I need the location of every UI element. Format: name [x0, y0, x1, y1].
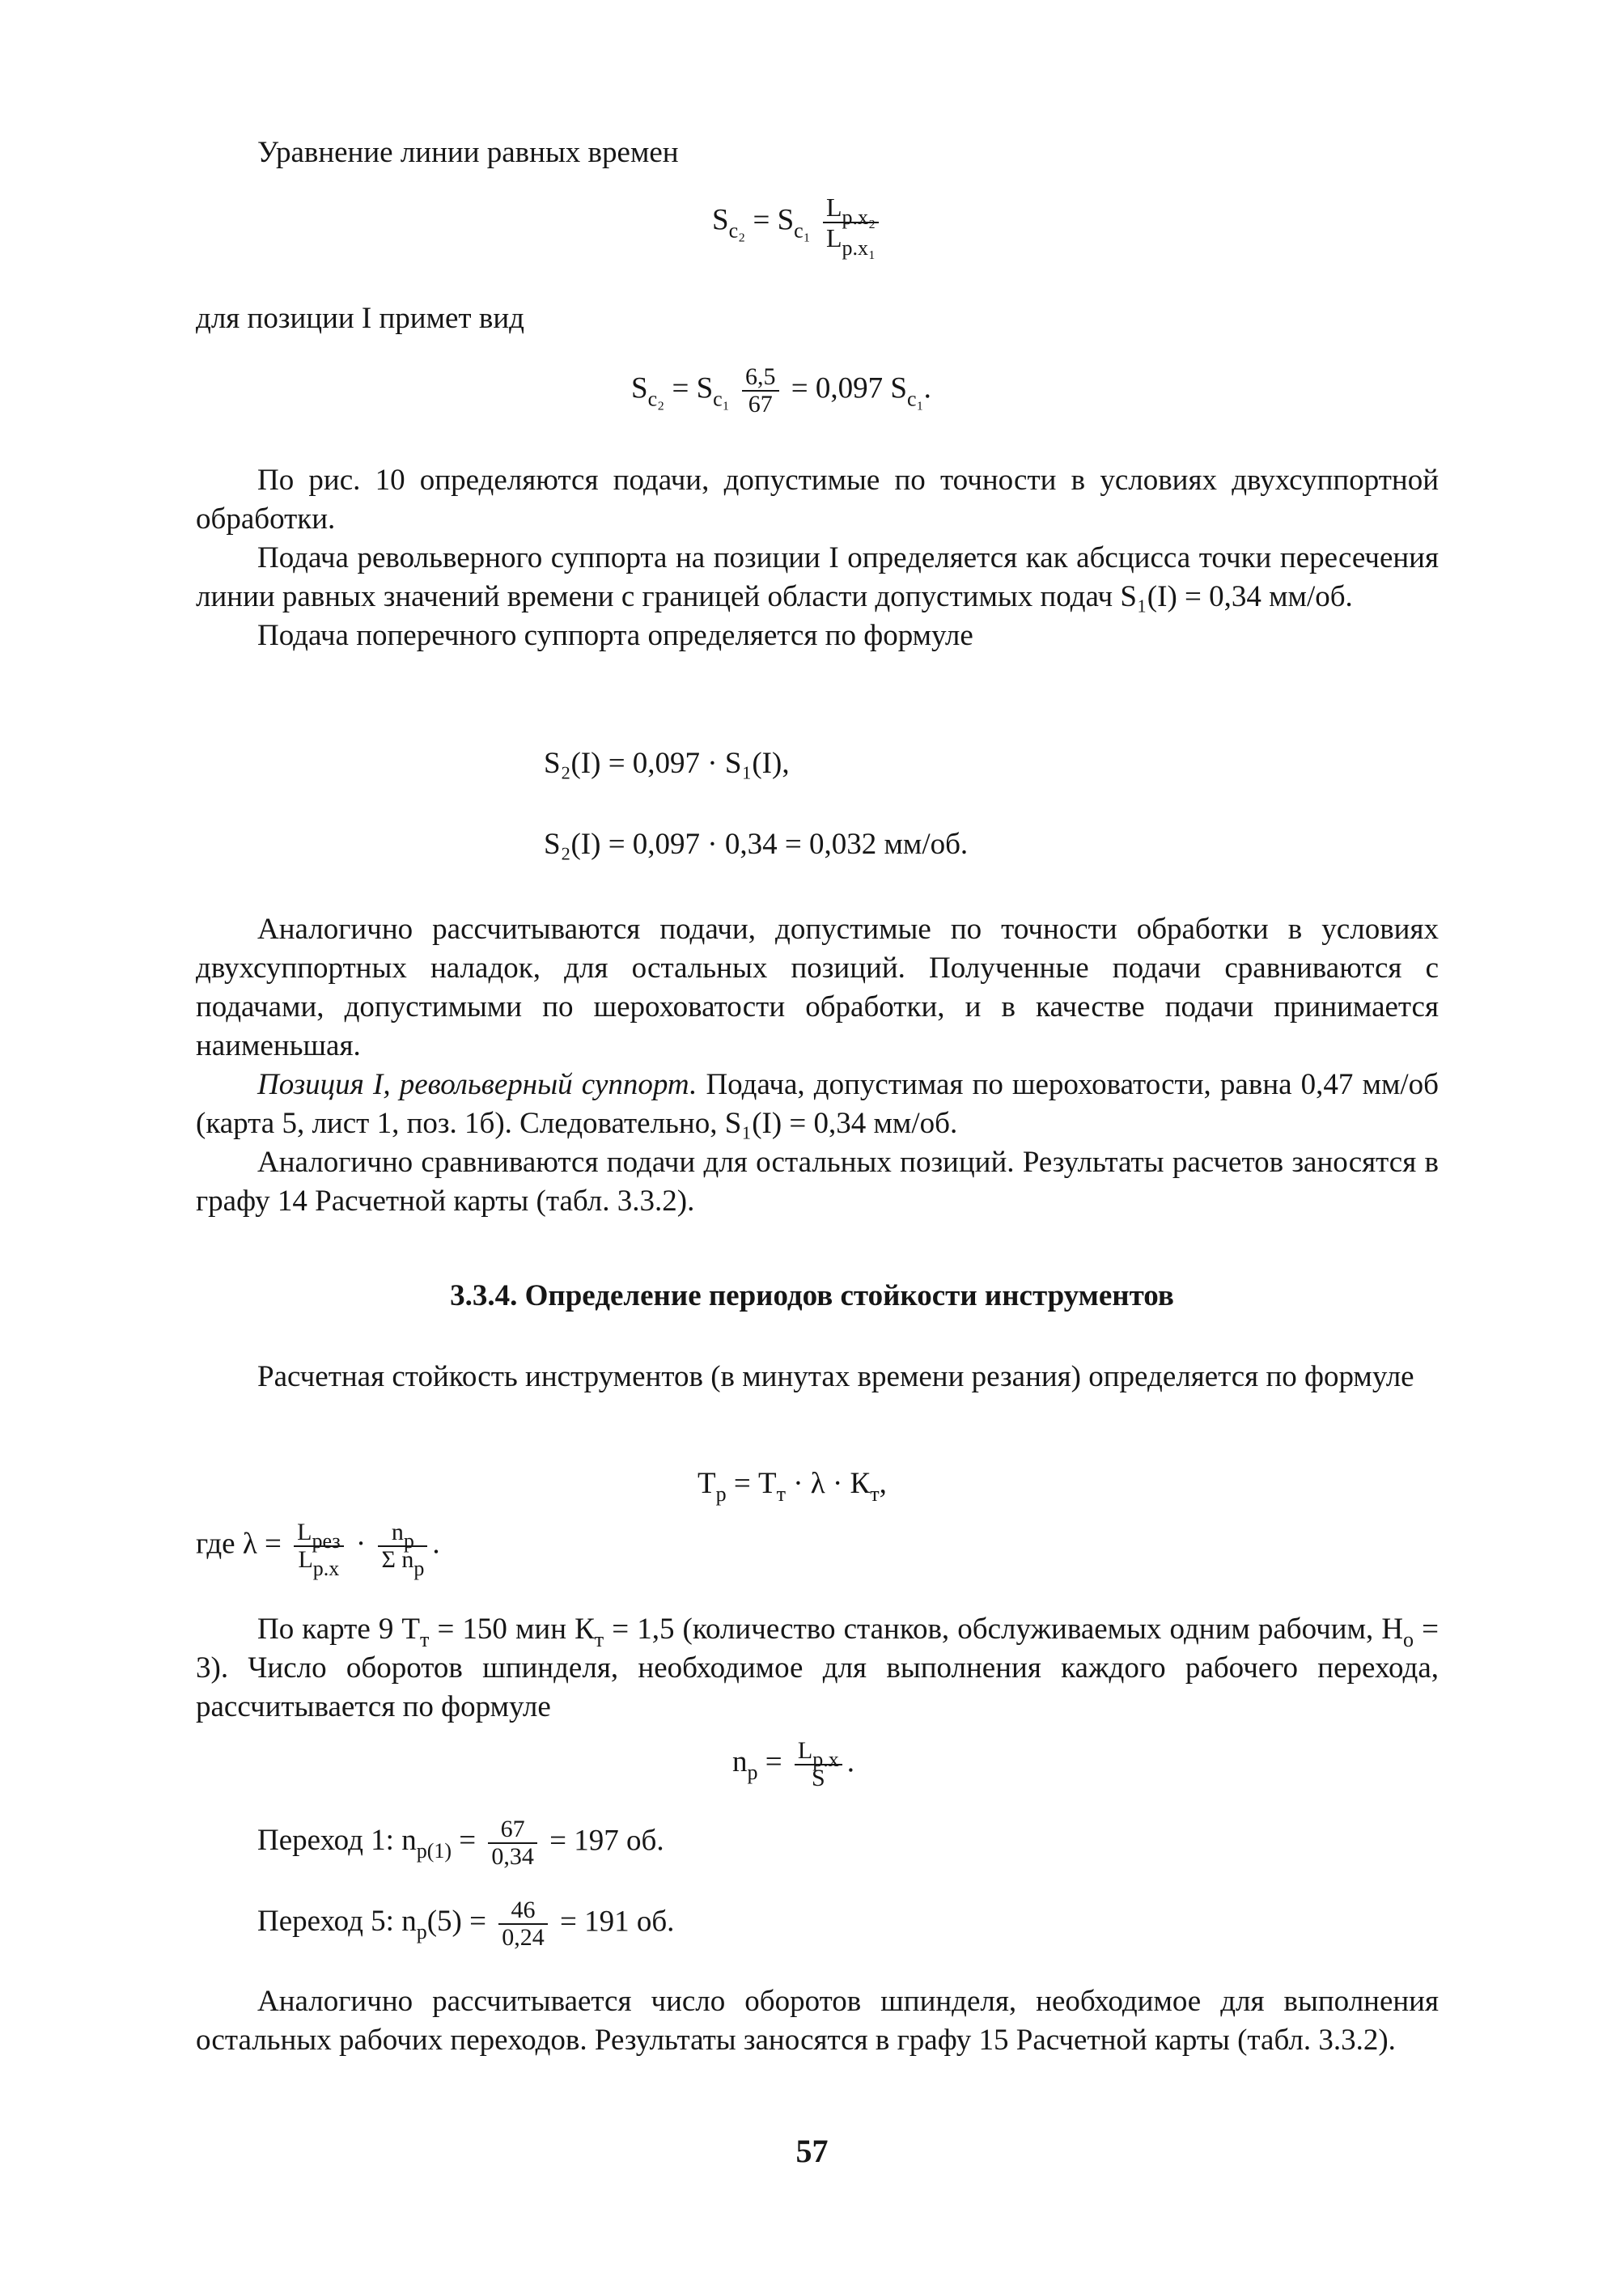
paragraph-group-1 — [196, 461, 1439, 655]
paragraph-group-4 — [196, 1610, 1439, 1727]
equation-s2-formula: S₂(I) = 0,097 · S₁(I), — [544, 747, 790, 780]
for-position-line: для позиции I примет вид — [196, 302, 524, 335]
fraction-np-sum: $\frac{n_р}{\Sigma n_р}$ — [378, 1519, 427, 1573]
equation-equal-times: $S_{c_2} = S_{c_1}$ $\frac{L_{р.x_2}}{L_{р.x_1}}$ — [712, 193, 884, 252]
paragraph-card-nine: По карте 9 $Т_т = 150$ мин $К_т = 1,5$ (количество станков, обслуживаемых одним рабочим, $Н_о = 3$). Число оборотов шпинделя, необходимое для выполнения каждого рабочего перехода, рассчитывается по формуле — [196, 1613, 1439, 1723]
fraction-lpx-s: $\frac{L_{р.x}}{S}$ — [795, 1738, 842, 1791]
paragraph-turret-feed: Подача револьверного суппорта на позиции I определяется как абсцисса точки пересечения линии равных значений времени с границей области допустимых подач S₁(I) = 0,34 мм/об. — [196, 541, 1439, 613]
intro-line: Уравнение линии равных времен — [257, 136, 679, 169]
paragraph-analogous-rev: Аналогично рассчитывается число оборотов шпинделя, необходимое для выполнения остальных рабочих переходов. Результаты заносятся в графу 15 Расчетной карты (табл. 3.3.2). — [196, 1985, 1439, 2057]
paragraph-compare-feeds: Аналогично сравниваются подачи для остальных позиций. Результаты расчетов заносятся в графу 14 Расчетной карты (табл. 3.3.2). — [196, 1146, 1439, 1218]
paragraph-group-5 — [196, 1982, 1439, 2060]
paragraph-position-one: Позиция I, револьверный суппорт. Подача, допустимая по шероховатости, равна 0,47 мм/об (карта 5, лист 1, поз. 1б). Следовательно, S₁(I) = 0,34 мм/об. — [196, 1068, 1439, 1140]
paragraph-analogous-feeds: Аналогично рассчитываются подачи, допустимые по точности обработки в условиях двухсуппортных наладок, для остальных позиций. Полученные подачи сравниваются с подачами, допустимыми по шероховатости обработки, и в качестве подачи принимается наименьшая. — [196, 913, 1439, 1062]
fraction-6-5-67: $\frac{6,5}{67}$ — [742, 364, 779, 417]
page-number: 57 — [795, 2133, 829, 2169]
equation-lambda: где λ = $\frac{L_{рез}}{L_{р.x}}$ · $\frac{n_р}{\Sigma n_р}$ . — [196, 1519, 440, 1580]
for-position-text — [196, 299, 1439, 338]
equation-s2-value: S₂(I) = 0,097 · 0,34 = 0,032 мм/об. — [544, 828, 969, 861]
intro-text — [196, 134, 1439, 172]
paragraph-group-3 — [196, 1358, 1439, 1397]
equation-position-one: $S_{c_2} = S_{c_1}$ $\frac{6,5}{67}$ = 0,097 $S_{c_1}$. — [631, 363, 931, 417]
transition-one: Переход 1: $n_{р(1)}$ = $\frac{67}{0,34}$ = 197 об. — [257, 1816, 664, 1870]
section-heading: 3.3.4. Определение периодов стойкости инструментов — [450, 1279, 1174, 1312]
tool-life-formula: $Т_р = Т_т \cdot \lambda \cdot К_т$, — [698, 1467, 887, 1506]
paragraph-feeds-fig10: По рис. 10 определяются подачи, допустимые по точности в условиях двухсуппортной обработки. — [196, 464, 1439, 536]
fraction-67-034: $\frac{67}{0,34}$ — [488, 1816, 537, 1870]
equation-spindle-rev: $n_р$ = $\frac{L_{р.x}}{S}$ . — [732, 1737, 854, 1791]
equation-tool-life — [698, 1464, 887, 1506]
fraction-46-024: $\frac{46}{0,24}$ — [498, 1897, 548, 1951]
fraction-lrez-lpx: $\frac{L_{рез}}{L_{р.x}}$ — [294, 1519, 343, 1573]
paragraph-group-2 — [196, 910, 1439, 1221]
fraction-lpx: $\frac{L_{р.x_2}}{L_{р.x_1}}$ — [823, 193, 879, 252]
paragraph-cross-feed: Подача поперечного суппорта определяется по формуле — [257, 619, 973, 652]
position-label: Позиция I, револьверный суппорт. — [257, 1068, 698, 1101]
transition-five: Переход 5: $n_р(5)$ = $\frac{46}{0,24}$ = 191 об. — [257, 1897, 675, 1951]
paragraph-tool-life: Расчетная стойкость инструментов (в минутах времени резания) определяется по формуле — [257, 1360, 1414, 1393]
